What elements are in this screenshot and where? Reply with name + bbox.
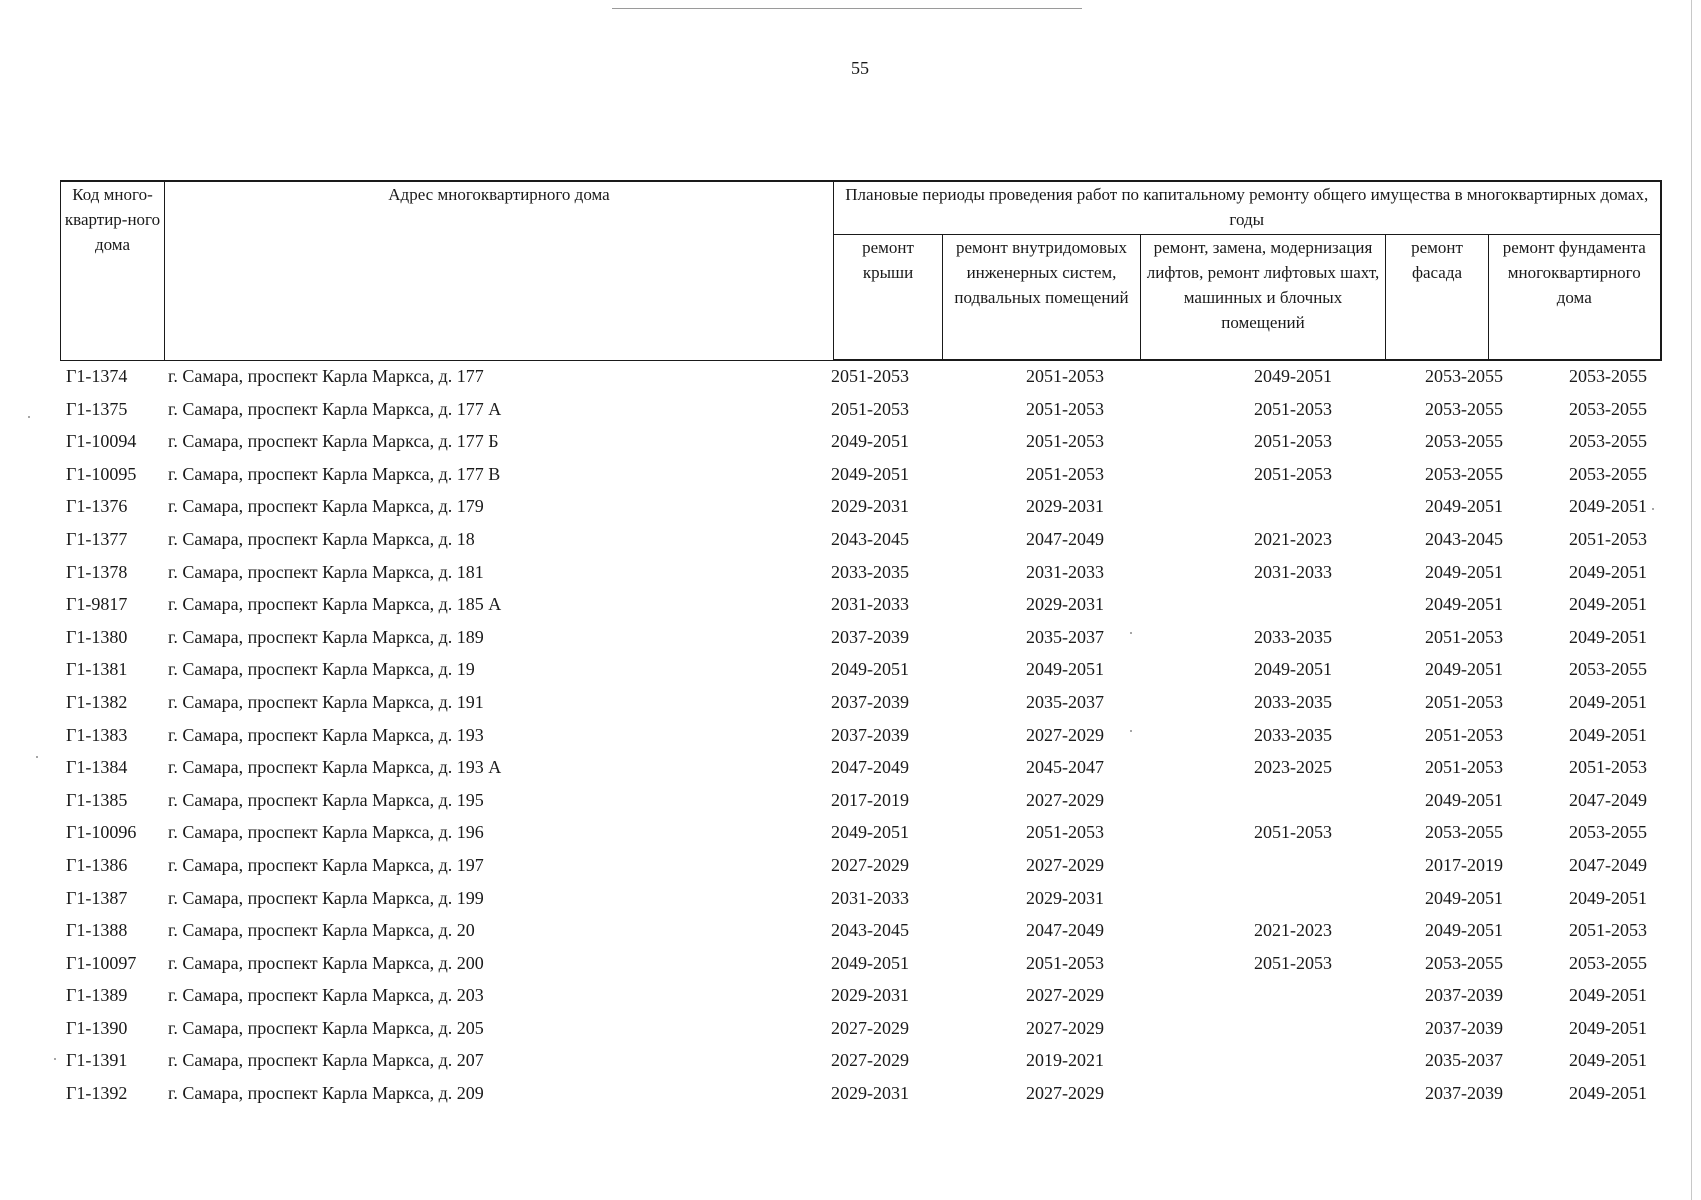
table-row (60, 882, 1660, 915)
cell-roof: 2027-2029 (831, 854, 909, 875)
cell-foundation: 2047-2049 (1569, 789, 1647, 810)
cell-roof: 2029-2031 (831, 1083, 909, 1104)
table-row (60, 686, 1660, 719)
table-row (60, 1044, 1660, 1077)
cell-systems: 2035-2037 (1026, 691, 1104, 712)
cell-roof: 2049-2051 (831, 659, 909, 680)
cell-facade: 2053-2055 (1425, 431, 1503, 452)
header-lifts: ремонт, замена, модернизация лифтов, ремонт лифтовых шахт, машинных и блочных помещений (1141, 234, 1386, 360)
cell-address: г. Самара, проспект Карла Маркса, д. 195 (168, 789, 484, 810)
cell-systems: 2051-2053 (1026, 463, 1104, 484)
cell-roof: 2031-2033 (831, 887, 909, 908)
cell-code: Г1-9817 (66, 594, 128, 615)
cell-foundation: 2049-2051 (1569, 626, 1647, 647)
table-body (60, 360, 1660, 1110)
cell-systems: 2051-2053 (1026, 398, 1104, 419)
cell-facade: 2035-2037 (1425, 1050, 1503, 1071)
cell-code: Г1-1380 (66, 626, 128, 647)
scan-speck (1130, 632, 1132, 634)
cell-foundation: 2053-2055 (1569, 463, 1647, 484)
cell-foundation: 2053-2055 (1569, 822, 1647, 843)
cell-foundation: 2049-2051 (1569, 691, 1647, 712)
table-row (60, 393, 1660, 426)
cell-address: г. Самара, проспект Карла Маркса, д. 191 (168, 691, 484, 712)
cell-lifts: 2051-2053 (1254, 463, 1332, 484)
cell-facade: 2049-2051 (1425, 659, 1503, 680)
cell-roof: 2049-2051 (831, 463, 909, 484)
cell-systems: 2045-2047 (1026, 757, 1104, 778)
cell-code: Г1-1381 (66, 659, 128, 680)
header-periods-group: Плановые периоды проведения работ по капитальному ремонту общего имущества в многоквартирных домах, годы (834, 181, 1661, 234)
cell-foundation: 2047-2049 (1569, 854, 1647, 875)
cell-address: г. Самара, проспект Карла Маркса, д. 185 А (168, 594, 502, 615)
cell-code: Г1-1386 (66, 854, 128, 875)
cell-code: Г1-10097 (66, 952, 137, 973)
cell-roof: 2049-2051 (831, 822, 909, 843)
cell-facade: 2037-2039 (1425, 985, 1503, 1006)
cell-roof: 2027-2029 (831, 1017, 909, 1038)
cell-code: Г1-1388 (66, 920, 128, 941)
cell-roof: 2043-2045 (831, 528, 909, 549)
cell-address: г. Самара, проспект Карла Маркса, д. 177 Б (168, 431, 499, 452)
cell-systems: 2027-2029 (1026, 1083, 1104, 1104)
cell-lifts: 2049-2051 (1254, 659, 1332, 680)
cell-lifts: 2051-2053 (1254, 952, 1332, 973)
cell-foundation: 2049-2051 (1569, 887, 1647, 908)
cell-roof: 2051-2053 (831, 398, 909, 419)
cell-code: Г1-1375 (66, 398, 128, 419)
cell-foundation: 2051-2053 (1569, 920, 1647, 941)
cell-facade: 2051-2053 (1425, 691, 1503, 712)
cell-lifts: 2051-2053 (1254, 822, 1332, 843)
cell-roof: 2049-2051 (831, 431, 909, 452)
cell-address: г. Самара, проспект Карла Маркса, д. 203 (168, 985, 484, 1006)
scan-artifact-line (612, 8, 1082, 9)
cell-systems: 2029-2031 (1026, 496, 1104, 517)
cell-address: г. Самара, проспект Карла Маркса, д. 205 (168, 1017, 484, 1038)
table-row (60, 719, 1660, 752)
cell-foundation: 2049-2051 (1569, 594, 1647, 615)
cell-address: г. Самара, проспект Карла Маркса, д. 19 (168, 659, 475, 680)
scan-speck (28, 416, 30, 418)
scan-speck (1652, 508, 1654, 510)
table-row (60, 751, 1660, 784)
cell-facade: 2051-2053 (1425, 757, 1503, 778)
cell-roof: 2037-2039 (831, 626, 909, 647)
cell-systems: 2031-2033 (1026, 561, 1104, 582)
cell-code: Г1-1390 (66, 1017, 128, 1038)
cell-systems: 2035-2037 (1026, 626, 1104, 647)
cell-foundation: 2053-2055 (1569, 366, 1647, 386)
cell-lifts: 2049-2051 (1254, 366, 1332, 386)
cell-code: Г1-1374 (66, 366, 128, 386)
cell-code: Г1-1385 (66, 789, 128, 810)
cell-facade: 2049-2051 (1425, 496, 1503, 517)
cell-facade: 2043-2045 (1425, 528, 1503, 549)
cell-address: г. Самара, проспект Карла Маркса, д. 177 (168, 366, 484, 386)
cell-roof: 2047-2049 (831, 757, 909, 778)
cell-address: г. Самара, проспект Карла Маркса, д. 209 (168, 1083, 484, 1104)
cell-roof: 2029-2031 (831, 985, 909, 1006)
header-code: Код много-квартир-ного дома (61, 181, 165, 360)
table-row (60, 458, 1660, 491)
cell-roof: 2029-2031 (831, 496, 909, 517)
cell-code: Г1-1387 (66, 887, 128, 908)
header-systems: ремонт внутридомовых инженерных систем, подвальных помещений (943, 234, 1141, 360)
cell-address: г. Самара, проспект Карла Маркса, д. 199 (168, 887, 484, 908)
cell-address: г. Самара, проспект Карла Маркса, д. 177 В (168, 463, 501, 484)
cell-code: Г1-1378 (66, 561, 128, 582)
table-row (60, 556, 1660, 589)
cell-lifts: 2051-2053 (1254, 431, 1332, 452)
cell-foundation: 2049-2051 (1569, 724, 1647, 745)
cell-foundation: 2049-2051 (1569, 1083, 1647, 1104)
cell-lifts: 2033-2035 (1254, 724, 1332, 745)
cell-code: Г1-10094 (66, 431, 137, 452)
table-row (60, 979, 1660, 1012)
cell-facade: 2037-2039 (1425, 1083, 1503, 1104)
cell-lifts: 2033-2035 (1254, 626, 1332, 647)
scan-edge (1691, 0, 1692, 1200)
cell-address: г. Самара, проспект Карла Маркса, д. 193 А (168, 757, 502, 778)
cell-systems: 2051-2053 (1026, 366, 1104, 386)
cell-systems: 2051-2053 (1026, 431, 1104, 452)
cell-facade: 2053-2055 (1425, 952, 1503, 973)
cell-facade: 2049-2051 (1425, 920, 1503, 941)
cell-roof: 2031-2033 (831, 594, 909, 615)
cell-roof: 2037-2039 (831, 691, 909, 712)
cell-code: Г1-1391 (66, 1050, 128, 1071)
cell-roof: 2043-2045 (831, 920, 909, 941)
cell-address: г. Самара, проспект Карла Маркса, д. 20 (168, 920, 475, 941)
table-row (60, 523, 1660, 556)
header-foundation: ремонт фундамента многоквартирного дома (1489, 234, 1661, 360)
table-row (60, 947, 1660, 980)
scan-speck (1130, 730, 1132, 732)
cell-facade: 2049-2051 (1425, 561, 1503, 582)
cell-foundation: 2051-2053 (1569, 757, 1647, 778)
cell-address: г. Самара, проспект Карла Маркса, д. 177 А (168, 398, 502, 419)
cell-code: Г1-1376 (66, 496, 128, 517)
scan-speck (36, 756, 38, 758)
cell-foundation: 2049-2051 (1569, 985, 1647, 1006)
table-header (60, 180, 1662, 361)
scan-speck (54, 1058, 56, 1060)
cell-systems: 2027-2029 (1026, 789, 1104, 810)
cell-foundation: 2049-2051 (1569, 496, 1647, 517)
cell-facade: 2049-2051 (1425, 594, 1503, 615)
cell-code: Г1-1377 (66, 528, 128, 549)
table-row (60, 914, 1660, 947)
cell-facade: 2017-2019 (1425, 854, 1503, 875)
cell-facade: 2051-2053 (1425, 626, 1503, 647)
cell-code: Г1-1383 (66, 724, 128, 745)
cell-code: Г1-1392 (66, 1083, 128, 1104)
table-row (60, 849, 1660, 882)
table-row (60, 360, 1660, 393)
cell-address: г. Самара, проспект Карла Маркса, д. 179 (168, 496, 484, 517)
table-row (60, 490, 1660, 523)
header-address: Адрес многоквартирного дома (165, 181, 834, 360)
cell-facade: 2053-2055 (1425, 398, 1503, 419)
cell-systems: 2051-2053 (1026, 822, 1104, 843)
table-row (60, 1077, 1660, 1110)
cell-address: г. Самара, проспект Карла Маркса, д. 18 (168, 528, 475, 549)
cell-address: г. Самара, проспект Карла Маркса, д. 197 (168, 854, 484, 875)
cell-foundation: 2049-2051 (1569, 561, 1647, 582)
header-facade: ремонт фасада (1386, 234, 1489, 360)
page-number: 55 (851, 58, 869, 78)
cell-systems: 2051-2053 (1026, 952, 1104, 973)
cell-code: Г1-1389 (66, 985, 128, 1006)
cell-lifts: 2021-2023 (1254, 528, 1332, 549)
cell-systems: 2027-2029 (1026, 854, 1104, 875)
cell-address: г. Самара, проспект Карла Маркса, д. 193 (168, 724, 484, 745)
cell-systems: 2029-2031 (1026, 594, 1104, 615)
cell-foundation: 2053-2055 (1569, 952, 1647, 973)
table-row (60, 588, 1660, 621)
cell-foundation: 2053-2055 (1569, 398, 1647, 419)
cell-systems: 2047-2049 (1026, 528, 1104, 549)
cell-roof: 2051-2053 (831, 366, 909, 386)
cell-facade: 2037-2039 (1425, 1017, 1503, 1038)
cell-systems: 2019-2021 (1026, 1050, 1104, 1071)
cell-code: Г1-1384 (66, 757, 128, 778)
cell-foundation: 2049-2051 (1569, 1050, 1647, 1071)
cell-roof: 2027-2029 (831, 1050, 909, 1071)
cell-facade: 2049-2051 (1425, 789, 1503, 810)
cell-address: г. Самара, проспект Карла Маркса, д. 189 (168, 626, 484, 647)
cell-systems: 2047-2049 (1026, 920, 1104, 941)
cell-systems: 2029-2031 (1026, 887, 1104, 908)
cell-facade: 2053-2055 (1425, 463, 1503, 484)
cell-systems: 2049-2051 (1026, 659, 1104, 680)
cell-code: Г1-10096 (66, 822, 137, 843)
cell-lifts: 2033-2035 (1254, 691, 1332, 712)
cell-code: Г1-10095 (66, 463, 137, 484)
cell-foundation: 2049-2051 (1569, 1017, 1647, 1038)
cell-address: г. Самара, проспект Карла Маркса, д. 200 (168, 952, 484, 973)
cell-facade: 2051-2053 (1425, 724, 1503, 745)
table-row (60, 816, 1660, 849)
cell-roof: 2049-2051 (831, 952, 909, 973)
table-row (60, 1012, 1660, 1045)
cell-foundation: 2051-2053 (1569, 528, 1647, 549)
cell-roof: 2017-2019 (831, 789, 909, 810)
cell-address: г. Самара, проспект Карла Маркса, д. 207 (168, 1050, 484, 1071)
cell-lifts: 2023-2025 (1254, 757, 1332, 778)
cell-systems: 2027-2029 (1026, 1017, 1104, 1038)
table-row (60, 784, 1660, 817)
cell-roof: 2037-2039 (831, 724, 909, 745)
cell-foundation: 2053-2055 (1569, 431, 1647, 452)
cell-facade: 2049-2051 (1425, 887, 1503, 908)
cell-code: Г1-1382 (66, 691, 128, 712)
cell-lifts: 2051-2053 (1254, 398, 1332, 419)
table-row (60, 621, 1660, 654)
header-roof: ремонт крыши (834, 234, 943, 360)
cell-systems: 2027-2029 (1026, 724, 1104, 745)
cell-address: г. Самара, проспект Карла Маркса, д. 181 (168, 561, 484, 582)
cell-lifts: 2031-2033 (1254, 561, 1332, 582)
cell-lifts: 2021-2023 (1254, 920, 1332, 941)
cell-address: г. Самара, проспект Карла Маркса, д. 196 (168, 822, 484, 843)
cell-systems: 2027-2029 (1026, 985, 1104, 1006)
table-row (60, 653, 1660, 686)
table-row (60, 425, 1660, 458)
cell-facade: 2053-2055 (1425, 366, 1503, 386)
cell-facade: 2053-2055 (1425, 822, 1503, 843)
cell-foundation: 2053-2055 (1569, 659, 1647, 680)
cell-roof: 2033-2035 (831, 561, 909, 582)
